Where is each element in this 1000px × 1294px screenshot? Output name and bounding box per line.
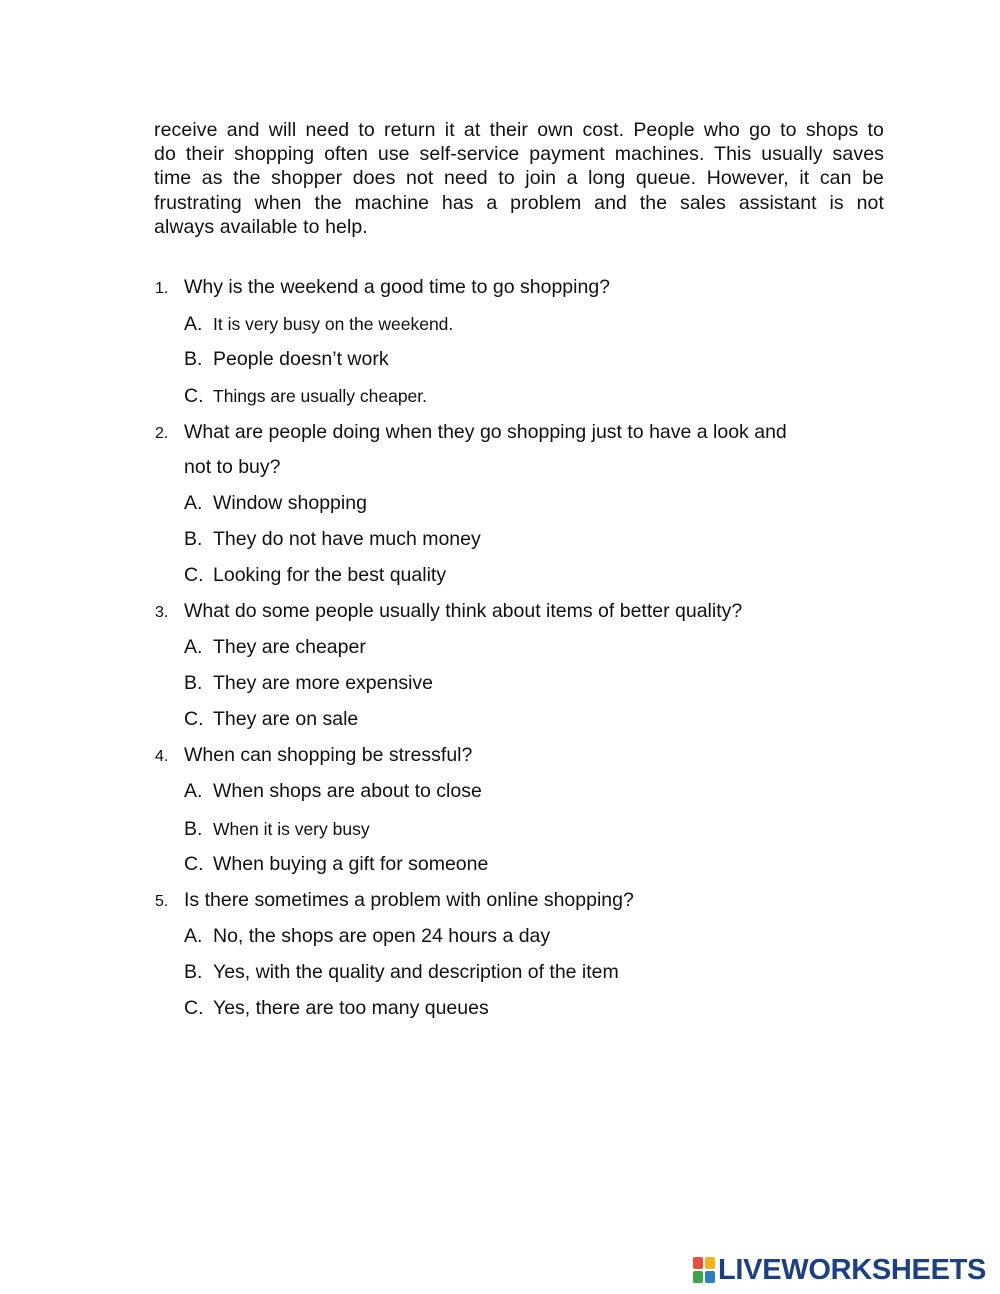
option-5a[interactable] (184, 924, 550, 948)
option-1c[interactable] (184, 384, 427, 408)
option-5b[interactable] (184, 960, 619, 984)
option-2b[interactable] (184, 527, 481, 551)
brand-name: LIVEWORKSHEETS (718, 1253, 987, 1286)
option-letter: C. (184, 997, 204, 1019)
option-5c[interactable] (184, 996, 489, 1020)
question-1 (155, 275, 610, 301)
option-1a[interactable] (184, 312, 453, 336)
question-text: What do some people usually think about items of better quality? (184, 600, 743, 622)
liveworksheets-mark-icon (693, 1257, 715, 1283)
option-4a[interactable] (184, 779, 482, 803)
question-number: 1. (155, 280, 169, 297)
option-letter: C. (184, 853, 204, 875)
liveworksheets-logo[interactable] (693, 1253, 987, 1286)
option-letter: A. (184, 780, 203, 802)
option-letter: C. (184, 708, 204, 730)
question-text: Is there sometimes a problem with online shopping? (184, 889, 634, 911)
option-text: They are cheaper (213, 636, 366, 658)
question-2 (155, 420, 787, 446)
question-3 (155, 599, 742, 625)
question-number: 5. (155, 893, 169, 910)
question-text: Why is the weekend a good time to go shopping? (184, 276, 611, 298)
option-letter: A. (184, 925, 203, 947)
option-text: They are on sale (213, 708, 359, 730)
option-text: No, the shops are open 24 hours a day (213, 925, 551, 947)
question-text: When can shopping be stressful? (184, 744, 473, 766)
option-text: When buying a gift for someone (213, 853, 489, 875)
option-letter: C. (184, 385, 204, 407)
option-letter: A. (184, 313, 203, 335)
question-number: 2. (155, 425, 169, 442)
option-letter: C. (184, 564, 204, 586)
option-letter: A. (184, 636, 203, 658)
option-letter: B. (184, 348, 203, 370)
passage-line: frustrating when the machine has a problem and the sales assistant is not (154, 191, 884, 214)
option-2a[interactable] (184, 491, 367, 515)
option-1b[interactable] (184, 347, 389, 371)
option-text: They do not have much money (213, 528, 481, 550)
question-text: not to buy? (184, 456, 281, 478)
question-5 (155, 888, 634, 914)
option-letter: B. (184, 818, 203, 840)
option-3b[interactable] (184, 671, 433, 695)
option-4c[interactable] (184, 852, 488, 876)
option-2c[interactable] (184, 563, 446, 587)
option-text: They are more expensive (213, 672, 434, 694)
passage-line: always available to help. (154, 215, 368, 238)
question-number: 3. (155, 604, 169, 621)
option-letter: B. (184, 672, 203, 694)
option-text: Yes, with the quality and description of the item (213, 961, 619, 983)
question-2-continued (184, 455, 281, 479)
question-number: 4. (155, 748, 169, 765)
option-text: Yes, there are too many queues (213, 997, 489, 1019)
option-3a[interactable] (184, 635, 366, 659)
passage-line: receive and will need to return it at their own cost. People who go to shops to (154, 119, 884, 141)
option-3c[interactable] (184, 707, 358, 731)
option-letter: B. (184, 961, 203, 983)
question-4 (155, 743, 472, 769)
passage-line: do their shopping often use self-service payment machines. This usually saves (154, 143, 884, 166)
option-text: Things are usually cheaper. (213, 386, 428, 406)
passage-line: time as the shopper does not need to join a long queue. However, it can be (154, 167, 884, 190)
reading-passage (154, 118, 884, 239)
option-text: It is very busy on the weekend. (213, 314, 454, 334)
option-text: Looking for the best quality (213, 564, 447, 586)
option-4b[interactable] (184, 817, 370, 841)
option-text: When it is very busy (213, 819, 370, 839)
option-text: Window shopping (213, 492, 367, 514)
option-text: When shops are about to close (213, 780, 482, 802)
option-letter: A. (184, 492, 203, 514)
option-text: People doesn’t work (213, 348, 389, 370)
question-text: What are people doing when they go shopping just to have a look and (184, 421, 787, 443)
option-letter: B. (184, 528, 203, 550)
